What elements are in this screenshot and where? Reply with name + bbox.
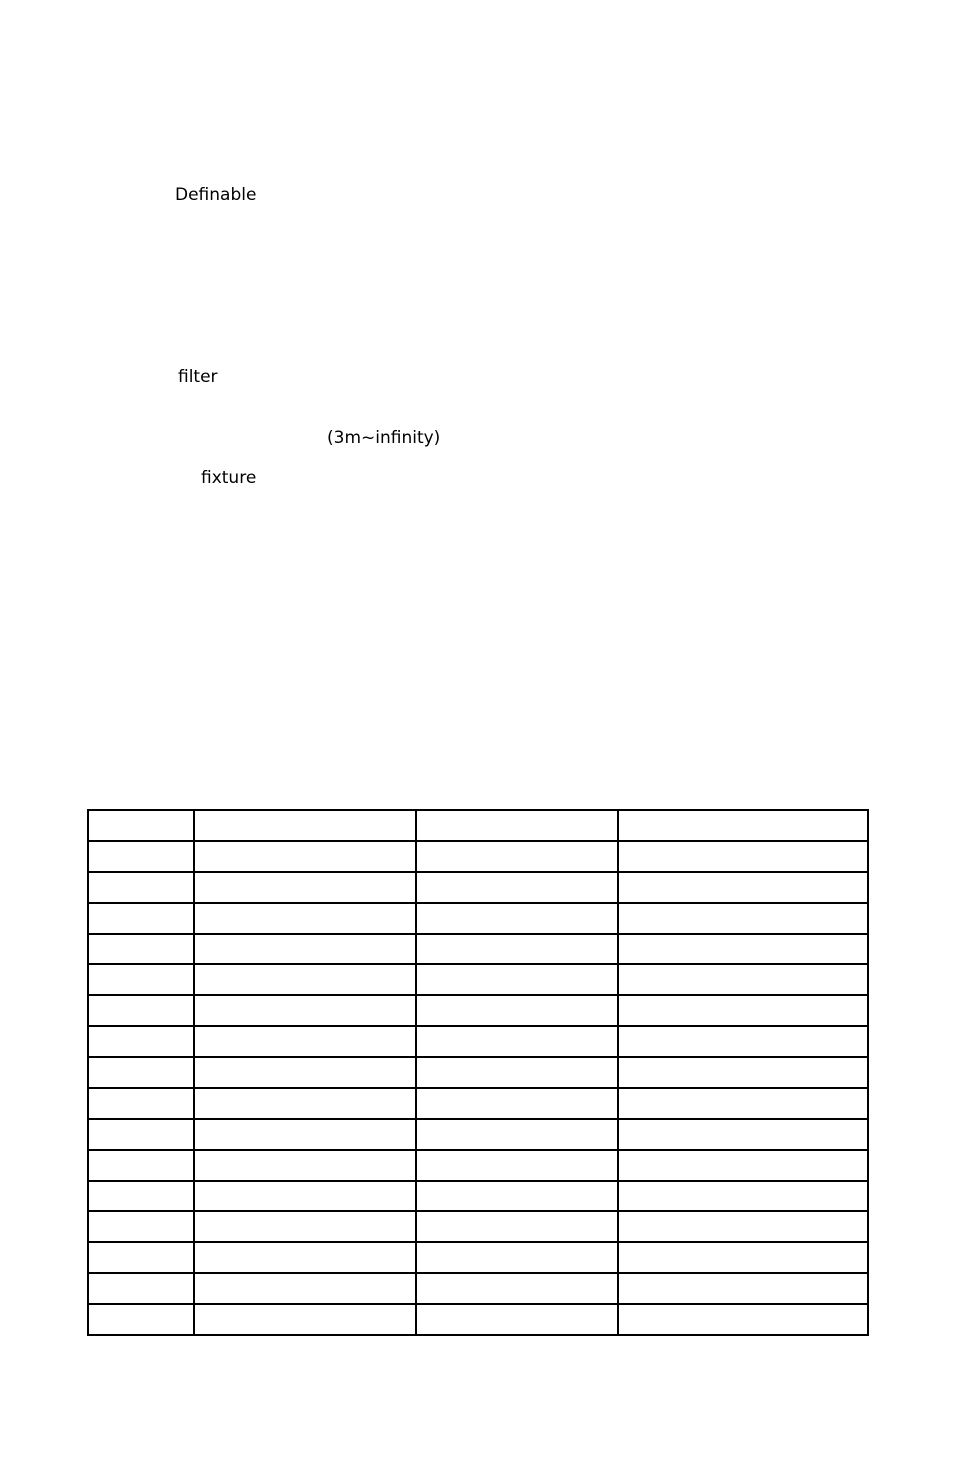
table-cell — [88, 934, 194, 965]
table-cell — [618, 903, 868, 934]
text-definable: Definable — [175, 185, 257, 205]
table-row — [88, 1181, 868, 1212]
table-cell — [416, 1057, 618, 1088]
table-cell — [618, 964, 868, 995]
table-cell — [194, 1088, 416, 1119]
table-cell — [416, 995, 618, 1026]
table-cell — [618, 1304, 868, 1335]
table-cell — [416, 903, 618, 934]
table-cell — [416, 1026, 618, 1057]
table-cell — [88, 1150, 194, 1181]
table-row — [88, 1119, 868, 1150]
table-cell — [416, 1150, 618, 1181]
table-row — [88, 1088, 868, 1119]
table-cell — [618, 1181, 868, 1212]
table-cell — [618, 1057, 868, 1088]
text-fixture: fixture — [201, 468, 257, 488]
table-cell — [416, 1211, 618, 1242]
table-cell — [88, 995, 194, 1026]
table-cell — [618, 1242, 868, 1273]
table-cell — [194, 1181, 416, 1212]
table-cell — [416, 1242, 618, 1273]
table-cell — [618, 1150, 868, 1181]
table-cell — [88, 1181, 194, 1212]
table-cell — [416, 1181, 618, 1212]
table-cell — [618, 995, 868, 1026]
table-row — [88, 995, 868, 1026]
table-cell — [194, 995, 416, 1026]
table-cell — [618, 841, 868, 872]
table-cell — [194, 1057, 416, 1088]
table-cell — [416, 964, 618, 995]
table-row — [88, 903, 868, 934]
table-cell — [88, 1242, 194, 1273]
table-cell — [88, 1057, 194, 1088]
table-row — [88, 810, 868, 841]
table-cell — [88, 1026, 194, 1057]
table-cell — [88, 841, 194, 872]
table-cell — [194, 903, 416, 934]
table-cell — [194, 841, 416, 872]
table-cell — [88, 903, 194, 934]
table-cell — [88, 1211, 194, 1242]
table-cell — [194, 1150, 416, 1181]
table-cell — [88, 1088, 194, 1119]
table-cell — [618, 872, 868, 903]
table-cell — [194, 1242, 416, 1273]
table-cell — [416, 810, 618, 841]
table-cell — [416, 934, 618, 965]
table-cell — [194, 934, 416, 965]
table-row — [88, 1211, 868, 1242]
table-cell — [416, 1273, 618, 1304]
table-cell — [88, 810, 194, 841]
table-cell — [618, 1026, 868, 1057]
table-cell — [416, 1088, 618, 1119]
table-row — [88, 872, 868, 903]
table-cell — [88, 872, 194, 903]
text-filter: filter — [178, 367, 218, 387]
table-row — [88, 1057, 868, 1088]
table-cell — [194, 1211, 416, 1242]
table-cell — [618, 810, 868, 841]
table-cell — [416, 841, 618, 872]
table-cell — [416, 1119, 618, 1150]
table-cell — [416, 872, 618, 903]
table-cell — [194, 1304, 416, 1335]
table-cell — [194, 964, 416, 995]
table-cell — [88, 964, 194, 995]
table-cell — [618, 1119, 868, 1150]
table-cell — [88, 1304, 194, 1335]
table-cell — [194, 1273, 416, 1304]
table-row — [88, 1242, 868, 1273]
table-row — [88, 1026, 868, 1057]
table-cell — [194, 1026, 416, 1057]
table-cell — [194, 1119, 416, 1150]
table-cell — [88, 1119, 194, 1150]
table-cell — [618, 934, 868, 965]
table-cell — [618, 1211, 868, 1242]
table-cell — [618, 1273, 868, 1304]
table-cell — [88, 1273, 194, 1304]
table-row — [88, 964, 868, 995]
table-cell — [416, 1304, 618, 1335]
table-cell — [194, 810, 416, 841]
table-row — [88, 1150, 868, 1181]
empty-table — [87, 809, 869, 1336]
table-row — [88, 1273, 868, 1304]
table-cell — [618, 1088, 868, 1119]
table-row — [88, 1304, 868, 1335]
table-row — [88, 841, 868, 872]
table-cell — [194, 872, 416, 903]
table-body — [88, 810, 868, 1335]
table-row — [88, 934, 868, 965]
text-range: (3m~infinity) — [327, 428, 441, 448]
